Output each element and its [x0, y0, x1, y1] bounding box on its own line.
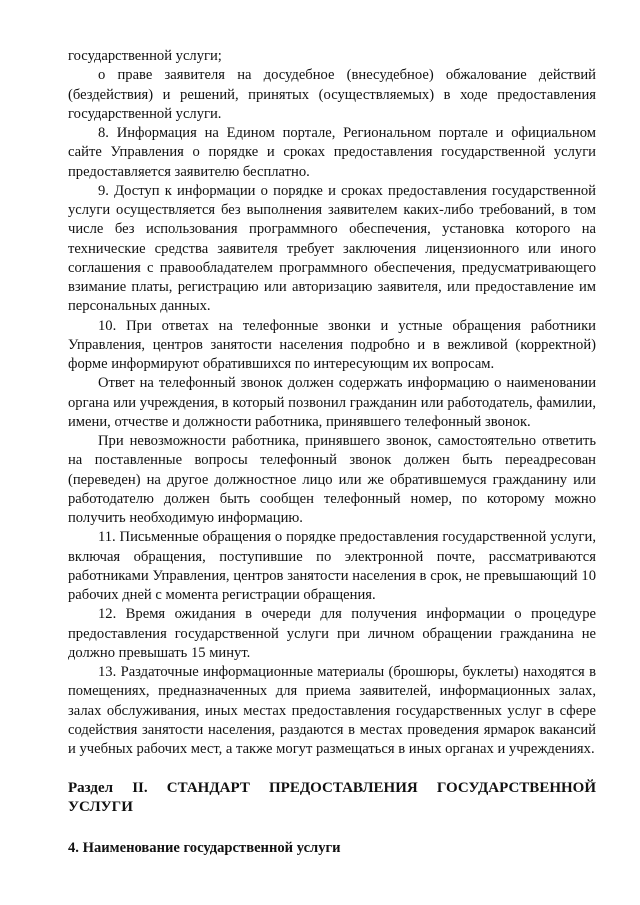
paragraph-item-11: 11. Письменные обращения о порядке предоставления государственной услуги, включая обращения, поступившие по электронной почте, рассматриваются работниками Управления, центров занятости населения в срок, не превышающий 10 рабочих дней с момента регистрации обращения.	[68, 529, 596, 603]
paragraph-item-8: 8. Информация на Едином портале, Региональном портале и официальном сайте Управления о порядке и сроках предоставления государственной услуги предоставляется заявителю бесплатно.	[68, 125, 596, 180]
document-page	[68, 47, 596, 859]
paragraph-phone-answer: Ответ на телефонный звонок должен содержать информацию о наименовании органа или учреждения, в который позвонил гражданин или работодатель, фамилии, имени, отчестве и должности работника, принявшего телефонный звонок.	[68, 375, 596, 430]
paragraph-item-12: 12. Время ожидания в очереди для получения информации о процедуре предоставления государственной услуги при личном обращении гражданина не должно превышать 15 минут.	[68, 606, 596, 661]
section-title: Раздел II. СТАНДАРТ ПРЕДОСТАВЛЕНИЯ ГОСУДАРСТВЕННОЙ УСЛУГИ	[68, 780, 596, 816]
paragraph-item-9: 9. Доступ к информации о порядке и сроках предоставления государственной услуги осуществляется без выполнения заявителем каких-либо требований, в том числе без использования программного обеспечения, установка которого на технические средства заявителя требует заключения лицензионного или иного соглашения с правообладателем программного обеспечения, предусматривающего взимание платы, регистрацию или авторизацию заявителя, или предоставление им персональных данных.	[68, 182, 596, 315]
paragraph-item-13: 13. Раздаточные информационные материалы (брошюры, буклеты) находятся в помещениях, предназначенных для приема заявителей, информационных залах, залах обслуживания, иных местах предоставления государственных услуг в сфере содействия занятости населения, раздаются в местах проведения ярмарок вакансий и учебных рабочих мест, а также могут размещаться в иных органах и учреждениях.	[68, 664, 596, 757]
paragraph-phone-redirect: При невозможности работника, принявшего звонок, самостоятельно ответить на поставленные вопросы телефонный звонок должен быть переадресован (переведен) на другое должностное лицо или же обратившемуся гражданину или работодателю должен быть сообщен телефонный номер, по которому можно получить необходимую информацию.	[68, 433, 596, 526]
paragraph-item-10: 10. При ответах на телефонные звонки и устные обращения работники Управления, центров занятости населения подробно и в вежливой (корректной) форме информируют обратившихся по интересующим их вопросам.	[68, 317, 596, 372]
paragraph-continuation: государственной услуги;	[68, 48, 222, 64]
subsection-title: 4. Наименование государственной услуги	[68, 840, 341, 857]
paragraph-appeal-right: о праве заявителя на досудебное (внесудебное) обжалование действий (бездействия) и решений, принятых (осуществляемых) в ходе предоставления государственной услуги.	[68, 67, 596, 122]
